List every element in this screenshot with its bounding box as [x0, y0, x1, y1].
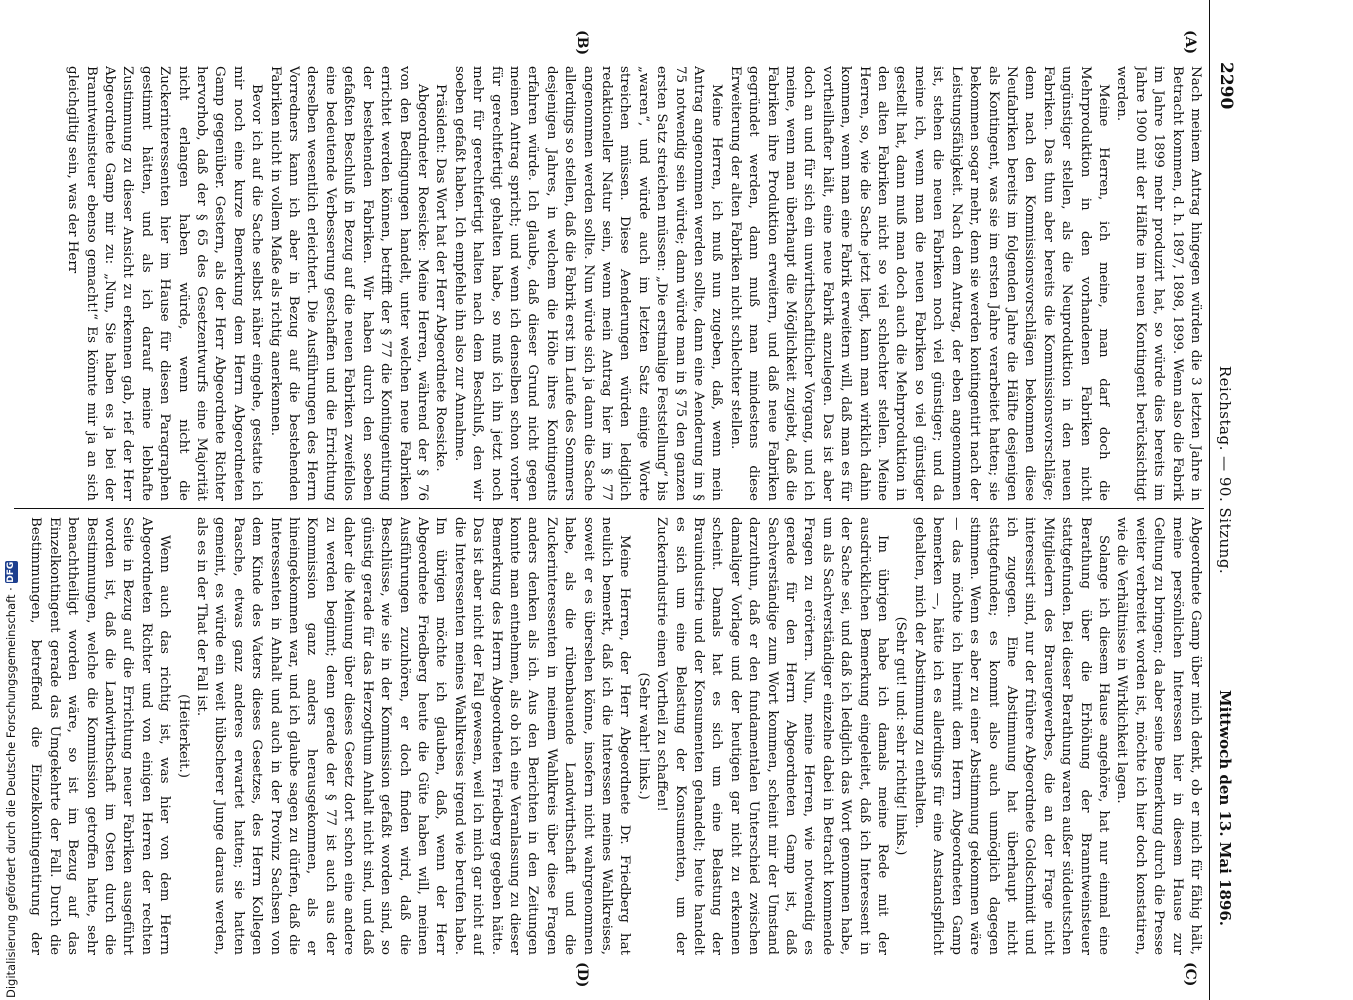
paragraph: Meine Herren, der Herr Abgeordnete Dr. Friedberg hat neulich bemerkt, daß ich die Interessen meines Wahlkreises, soweit er es übersehen könne, insofern nicht wahrgenommen habe, als die rübenbauende Landwirthschaft und die Zuckerinteressenten in meinem Wahlkreis über diese Fragen anders denken als ich. Aus den Berichten in den Zeitungen konnte man entnehmen, als ob ich eine Veranlassung zu dieser Bemerkung des Herrn Abgeordneten Friedberg gegeben hätte. Das ist aber nicht der Fall gewesen, weil ich mich gar nicht auf die Interessenten meines Wahlkreises irgend wie berufen habe. Im übrigen möchte ich glauben, daß, wenn der Herr Abgeordnete Friedberg heute die Güte haben will, meinen Ausführungen zuzuhören, er doch finden wird, daß die Beschlüsse, wie sie in der Kommission gefaßt worden sind, so günstig gerade für das Herzogthum Anhalt nicht sind, und daß daher die Meinung über dieses Gesetz dort schon eine andere zu werden beginnt; denn gerade der § 77 ist auch aus der Kommission ganz anders herausgekommen, als er hineingekommen war, und ich glaube sagen zu dürfen, daß die Interessenten in Anhalt und auch in der Provinz Sachsen von dem Kinde des Vaters dieses Gesetzes, des Herrn Kollegen Paasche, etwas ganz anderes erwartet hatten; sie hatten gemeint, es würde ein weit hübscherer Junge daraus werden, als es in der That der Fall ist.: [194, 517, 633, 955]
session-date: Mittwoch den 13. Mai 1896.: [1216, 690, 1234, 927]
paragraph: Abgeordnete Gamp über mich denkt, ob er mich für fähig hält, meine persönlichen Interessen hier in diesem Hause zur Geltung zu bringen; da aber seine Bemerkung durch die Presse weiter verbreitet worden ist, möchte ich hier doch konstatiren, wie die Verhältnisse in Wirklichkeit lagen.: [1114, 517, 1203, 955]
paragraph: Meine Herren, ich meine, man darf doch die Mehrproduktion in den vorhandenen Fabriken nicht ungünstiger stellen, als die Neuproduktion in den neuen Fabriken. Das thun aber bereits die Kommissionsvorschläge; denn nach den Kommissionsvorschlägen bekommen diese Neufabriken bereits im folgenden Jahre die Hälfte desjenigen als Kontingent, was sie im ersten Jahre verarbeitet hatten; sie bekommen sogar mehr, denn sie werden kontingentirt nach der Leistungsfähigkeit. Nach dem Antrag, der eben angenommen ist, stehen die neuen Fabriken noch viel günstiger; und da meine ich, wenn man die neuen Fabriken so viel günstiger gestellt hat, dann muß man doch auch die Mehrproduktion in den alten Fabriken nicht so viel schlechter stellen. Meine Herren, so, wie die Sache jetzt liegt, kann man wirklich dahin kommen, wenn man eine Fabrik erweitern will, daß man es für vortheilhafter hält, eine neue Fabrik anzulegen. Das ist aber doch an und für sich ein unwirthschaftlicher Vorgang, und ich meine, wenn man überhaupt die Möglichkeit zugiebt, daß die Fabriken ihre Produktion erweitern, und daß neue Fabriken gegründet werden, dann muß man mindestens diese Erweiterung der alten Fabriken nicht schlechter stellen.: [727, 66, 1111, 501]
speaker-paragraph: Präsident: Das Wort hat der Herr Abgeordnete Roesicke.: [433, 84, 449, 472]
margin-marker-b: (B): [574, 30, 590, 56]
paragraph: Solange ich diesem Hause angehöre, hat nur einmal eine Berathung über die Erhöhung der Branntweinsteuer stattgefunden. Bei dieser Berathung waren außer süddeutschen Mitgliedern des Brauergewerbes, die an der Frage nicht interessirt sind, nur der frühere Abgeordnete Goldschmidt und ich zugegen. Eine Abstimmung hat überhaupt nicht stattgefunden; es kommt also auch unmöglich dagegen stimmen. Wenn es aber zu einer Abstimmung gekommen wäre — das möchte ich hiermit dem Herrn Abgeordneten Gamp bemerken —, hätte ich es allerdings für eine Anstandspflicht gehalten, mich der Abstimmung zu enthalten.: [911, 517, 1111, 955]
paragraph: Wenn auch das richtig ist, was hier von dem Herrn Abgeordneten Richter und von einigen Herren der rechten Seite in Bezug auf die Errichtung neuer Fabriken ausgeführt worden ist, daß die Landwirthschaft im Osten durch die Bestimmungen, welche die Kommission getroffen hatte, sehr benachtheiligt worden wäre, so ist im Bezug auf das Einzelkontingent gerade das Umgekehrte der Fall. Durch die Bestimmungen, betreffend die Einzelkontingentirung der: [28, 517, 173, 955]
margin-marker-c: (C): [1182, 962, 1198, 987]
paragraph: Bevor ich auf die Sache selbst näher eingehe, gestatte ich mir noch eine kurze Bemerkung dem Herrn Abgeordneten Gamp gegenüber. Gestern, als der Herr Abgeordnete Richter hervorhob, daß der § 65 des Gesetzentwurfs eine Majorität nicht erlangen haben würde, wenn nicht die Zuckerinteressenten hier im Hause für diesen Paragraphen gestimmt hätten, und als ich darauf meine lebhafte Zustimmung zu dieser Ansicht zu erkennen gab, rief der Herr Abgeordnete Gamp mir zu: „Nun, Sie haben es ja bei der Branntweinsteuer ebenso gemacht!“ Es könnte mir ja an sich gleichgiltig sein, was der Herr: [65, 66, 265, 501]
right-column: [24, 517, 1204, 955]
digitization-note: [4, 561, 18, 998]
left-column: [24, 66, 1204, 501]
column-divider: [14, 508, 1204, 509]
interjection: (Heiterkeit.): [175, 694, 191, 778]
paragraph: Im übrigen habe ich damals meine Rede mit der ausdrücklichen Bemerkung eingeleitet, daß ich Interessent in der Sache sei, und daß ich lediglich das Wort genommen habe, um als Sachverständiger einzelne dabei in Betracht kommende Fragen zu erörtern. Nun, meine Herren, wie notwendig es gerade für den Herrn Abgeordneten Gamp ist, daß Sachverständige zum Wort kommen, scheint mir der Umstand darzuthun, daß er den fundamentalen Unterschied zwischen damaliger Vorlage und der heutigen gar nicht zu erkennen scheint. Damals hat es sich um eine Belastung der Brauindustrie und der Konsumenten gehandelt; heute handelt es sich um eine Belastung der Konsumenten, um der Zuckerindustrie einen Vortheil zu schaffen!: [654, 517, 891, 955]
paragraph: Meine Herren, ich muß nun zugeben, daß, wenn mein Antrag angenommen werden sollte, dann eine Aenderung im § 75 notwendig sein würde; dann würde man in § 75 den ganzen ersten Satz streichen müssen: „Die erstmalige Feststellung“ bis „waren“, und würde auch im letzten Satz einige Worte streichen müssen. Diese Aenderungen würden lediglich redaktioneller Natur sein, wenn mein Antrag hier im § 77 angenommen werden sollte. Nun würde sich ja dann die Sache allerdings so stellen, daß die Fabrik erst im Laufe des Sommers desjenigen Jahres, in welchem die Höhe ihres Kontingents erfahren würde. Ich glaube, daß dieser Grund nicht gegen meinen Antrag spricht; und wenn ich denselben schon vorher für gerechtfertigt gehalten habe, so muß ich ihn jetzt noch mehr für gerechtfertigt halten nach dem Beschluß, den wir soeben gefaßt haben. Ich empfehle ihn also zur Annahme.: [451, 66, 725, 501]
speaker-paragraph: Abgeordneter Roesicke: Meine Herren, während der § 76 von den Bedingungen handelt, unter welchen neue Fabriken errichtet werden können, betrifft der § 77 die Kontingentirung der bestehenden Fabriken. Wir haben durch den soeben gefaßten Beschluß in Bezug auf die neuen Fabriken zweifellos eine bedeutende Verbesserung geschaffen und die Errichtung derselben wesentlich erleichtert. Die Ausführungen des Herrn Vorredners kann ich aber in Bezug auf die bestehenden Fabriken nicht in vollem Maße als richtig anerkennen.: [267, 66, 430, 501]
interjection: (Sehr gut! und: sehr richtig! links.): [893, 616, 909, 856]
page-number: 2290: [1216, 62, 1236, 110]
dfg-logo: DFG: [5, 561, 16, 583]
digitization-note-text: Digitalisierung gefördert durch die Deutsche Forschungsgemeinschaft ·: [4, 587, 18, 998]
margin-marker-a: (A): [1182, 30, 1198, 55]
paragraph: Nach meinem Antrag hingegen würden die 3 letzten Jahre in Betracht kommen, d. h. 1897, 1898, 1899. Wenn also die Fabrik im Jahre 1899 mehr produzirt hat, so würde dies bereits im Jahre 1900 mit der Hälfte im neuen Kontingent berücksichtigt werden.: [1114, 66, 1203, 501]
page-header: [1209, 0, 1240, 1000]
session-title: Reichstag. — 90. Sitzung.: [1216, 365, 1234, 575]
interjection: (Sehr wahr! links.): [635, 672, 651, 800]
margin-marker-d: (D): [574, 962, 590, 988]
